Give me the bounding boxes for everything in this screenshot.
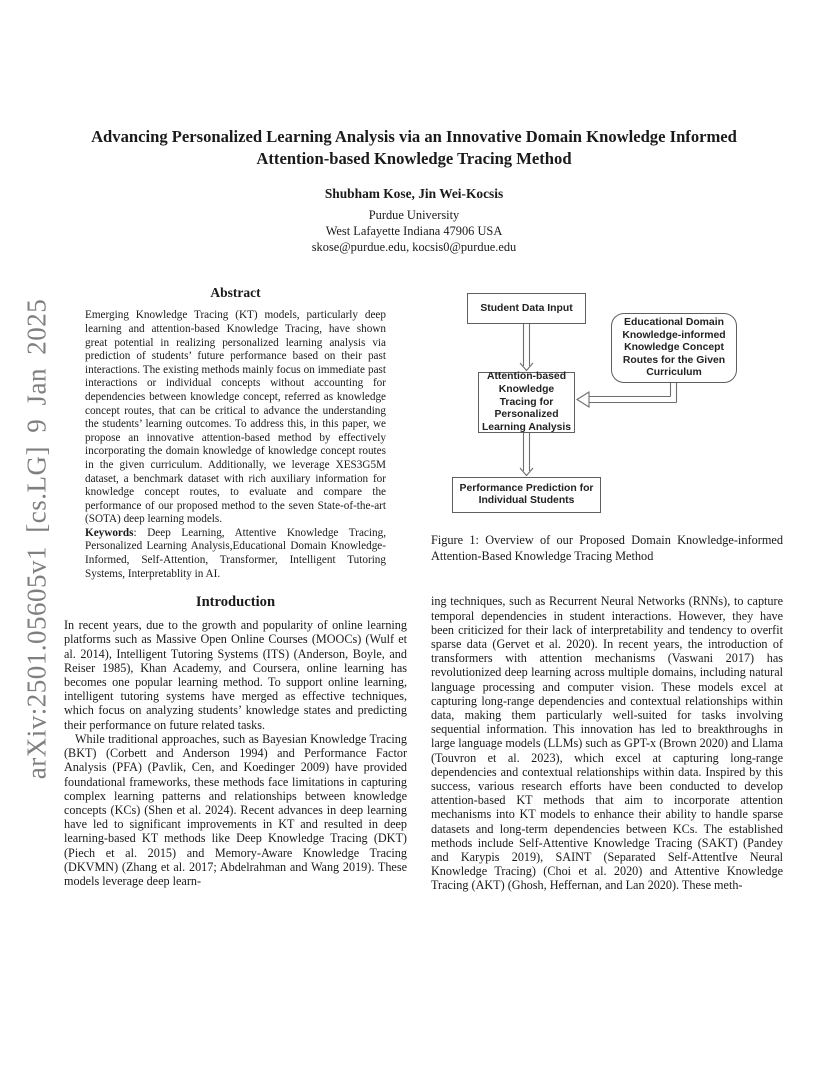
figure-box-student-data-input: Student Data Input bbox=[467, 293, 586, 324]
arxiv-watermark: arXiv:2501.05605v1 [cs.LG] 9 Jan 2025 bbox=[21, 298, 52, 780]
authors-line: Shubham Kose, Jin Wei-Kocsis bbox=[324, 186, 504, 201]
figure-box-performance-prediction: Performance Prediction for Individual Students bbox=[452, 477, 601, 513]
two-column-body bbox=[64, 285, 792, 892]
figure-box-domain-knowledge: Educational Domain Knowledge-informed Knowledge Concept Routes for the Given Curriculum bbox=[611, 313, 737, 383]
figure-box-attention-kt: Attention-based Knowledge Tracing for Personalized Learning Analysis bbox=[478, 372, 575, 433]
right-paragraph-1: ing techniques, such as Recurrent Neural Networks (RNNs), to capture temporal dependencies in student interactions. However, they have been criticized for their lack of interpretability and tendency to overfit sparse data (Gervet et al. 2020). In recent years, the introduction of transformers with attention mechanisms (Vaswani 2017) has revolutionized deep learning across multiple domains, including natural language processing and computer vision. These models excel at capturing long-range dependencies and contextual relationships within data, making them particularly well-suited for tasks involving sequential information. This innovation has led to breakthroughs in large language models (LLMs) such as GPT-x (Brown 2020) and Llama (Touvron et al. 2023), which excel at capturing long-range dependencies and contextual relationships within data. Inspired by this success, various research efforts have been conducted to develop attention-based KT methods that aim to incorporate attention mechanisms into KT models to enhance their ability to handle sparse datasets and long-term dependencies between KCs. The established methods include Self-Attentive Knowledge Tracing (SAKT) (Pandey and Karypis 2019), SAINT (Separated Self-AttentIve Neural Knowledge Tracing) (Choi et al. 2020) and Attentive Knowledge Tracing (AKT) (Ghosh, Heffernan, and Lan 2020). These meth- bbox=[431, 594, 783, 893]
abstract-heading: Abstract bbox=[210, 285, 261, 301]
paper-title: Advancing Personalized Learning Analysis via an Innovative Domain Knowledge Informed Attention-based Knowledge Tracing Method bbox=[91, 127, 737, 168]
affiliation-emails: skose@purdue.edu, kocsis0@purdue.edu bbox=[311, 239, 517, 254]
abstract-text: Emerging Knowledge Tracing (KT) models, particularly deep learning and attention-based Knowledge Tracing, have shown great potential in realizing personalized learning analysis via prediction of students’ future performance based on their past interactions. The existing methods mainly focus on immediate past interactions or individual concepts without accounting for dependencies between knowledge concept, referred as knowledge concept routes, that can be critical to advance the understanding the students’ learning outcomes. To address this, in this paper, we propose an innovative attention-based method by effectively incorporating the domain knowledge of knowledge concept routes in the given curriculum. Additionally, we leverage XES3G5M dataset, a benchmark dataset with rich auxiliary information for knowledge concept routes, to evaluate and compare the performance of our proposed method to the seven State-of-the-art (SOTA) deep learning models. bbox=[85, 309, 386, 526]
affiliation-university: Purdue University bbox=[368, 208, 460, 222]
figure-1-caption: Figure 1: Overview of our Proposed Domain Knowledge-informed Attention-Based Knowledge Tracing Method bbox=[431, 533, 783, 564]
keywords-label: Keywords bbox=[85, 526, 134, 539]
header-block bbox=[0, 0, 828, 255]
abstract-block bbox=[64, 309, 407, 581]
introduction-heading: Introduction bbox=[195, 594, 276, 611]
right-column-text bbox=[431, 594, 783, 892]
arrow-domain-to-attention-icon bbox=[577, 383, 677, 407]
right-column bbox=[431, 285, 783, 892]
figure-1-diagram bbox=[431, 285, 783, 526]
keywords-line bbox=[85, 527, 386, 581]
introduction-text bbox=[64, 618, 407, 888]
intro-paragraph-2: While traditional approaches, such as Bayesian Knowledge Tracing (BKT) (Corbett and Anderson 1994) and Performance Factor Analysis (PFA) (Pavlik, Cen, and Koedinger 2009) have provided foundational frameworks, these methods face limitations in capturing complex learning patterns and relationships between knowledge concepts (KCs) (Shen et al. 2024). Recent advances in deep learning have led to significant improvements in KT and resulted in deep learning-based KT methods like Deep Knowledge Tracing (DKT) (Piech et al. 2015) and Memory-Aware Knowledge Tracing (DKVMN) (Zhang et al. 2017; Abdelrahman and Wang 2019). These models leverage deep learn- bbox=[64, 731, 407, 888]
arrow-student-to-attention-icon bbox=[520, 324, 533, 371]
intro-paragraph-1: In recent years, due to the growth and popularity of online learning platforms such as Massive Open Online Courses (MOOCs) (Wulf et al. 2014), Intelligent Tutoring Systems (ITS) (Anderson, Boyle, and Reiser 1985), Khan Academy, and Coursera, online learning has becomes one popular learning method. To support online learning, intelligent tutoring systems have merged as effective techniques, which focus on analyzing students’ knowledge states and predicting their performance on future related tasks. bbox=[64, 618, 407, 732]
keywords-text: : Deep Learning, Attentive Knowledge Tracing, Personalized Learning Analysis,Educational Domain Knowledge-Informed, Self-Attention, Transformer, Intelligent Tutoring Systems, Interpretablity in AI. bbox=[85, 526, 386, 580]
affiliation-address: West Lafayette Indiana 47906 USA bbox=[325, 223, 503, 238]
affiliation-block bbox=[0, 208, 828, 255]
arrow-attention-to-performance-icon bbox=[520, 433, 533, 476]
left-column bbox=[64, 285, 407, 892]
